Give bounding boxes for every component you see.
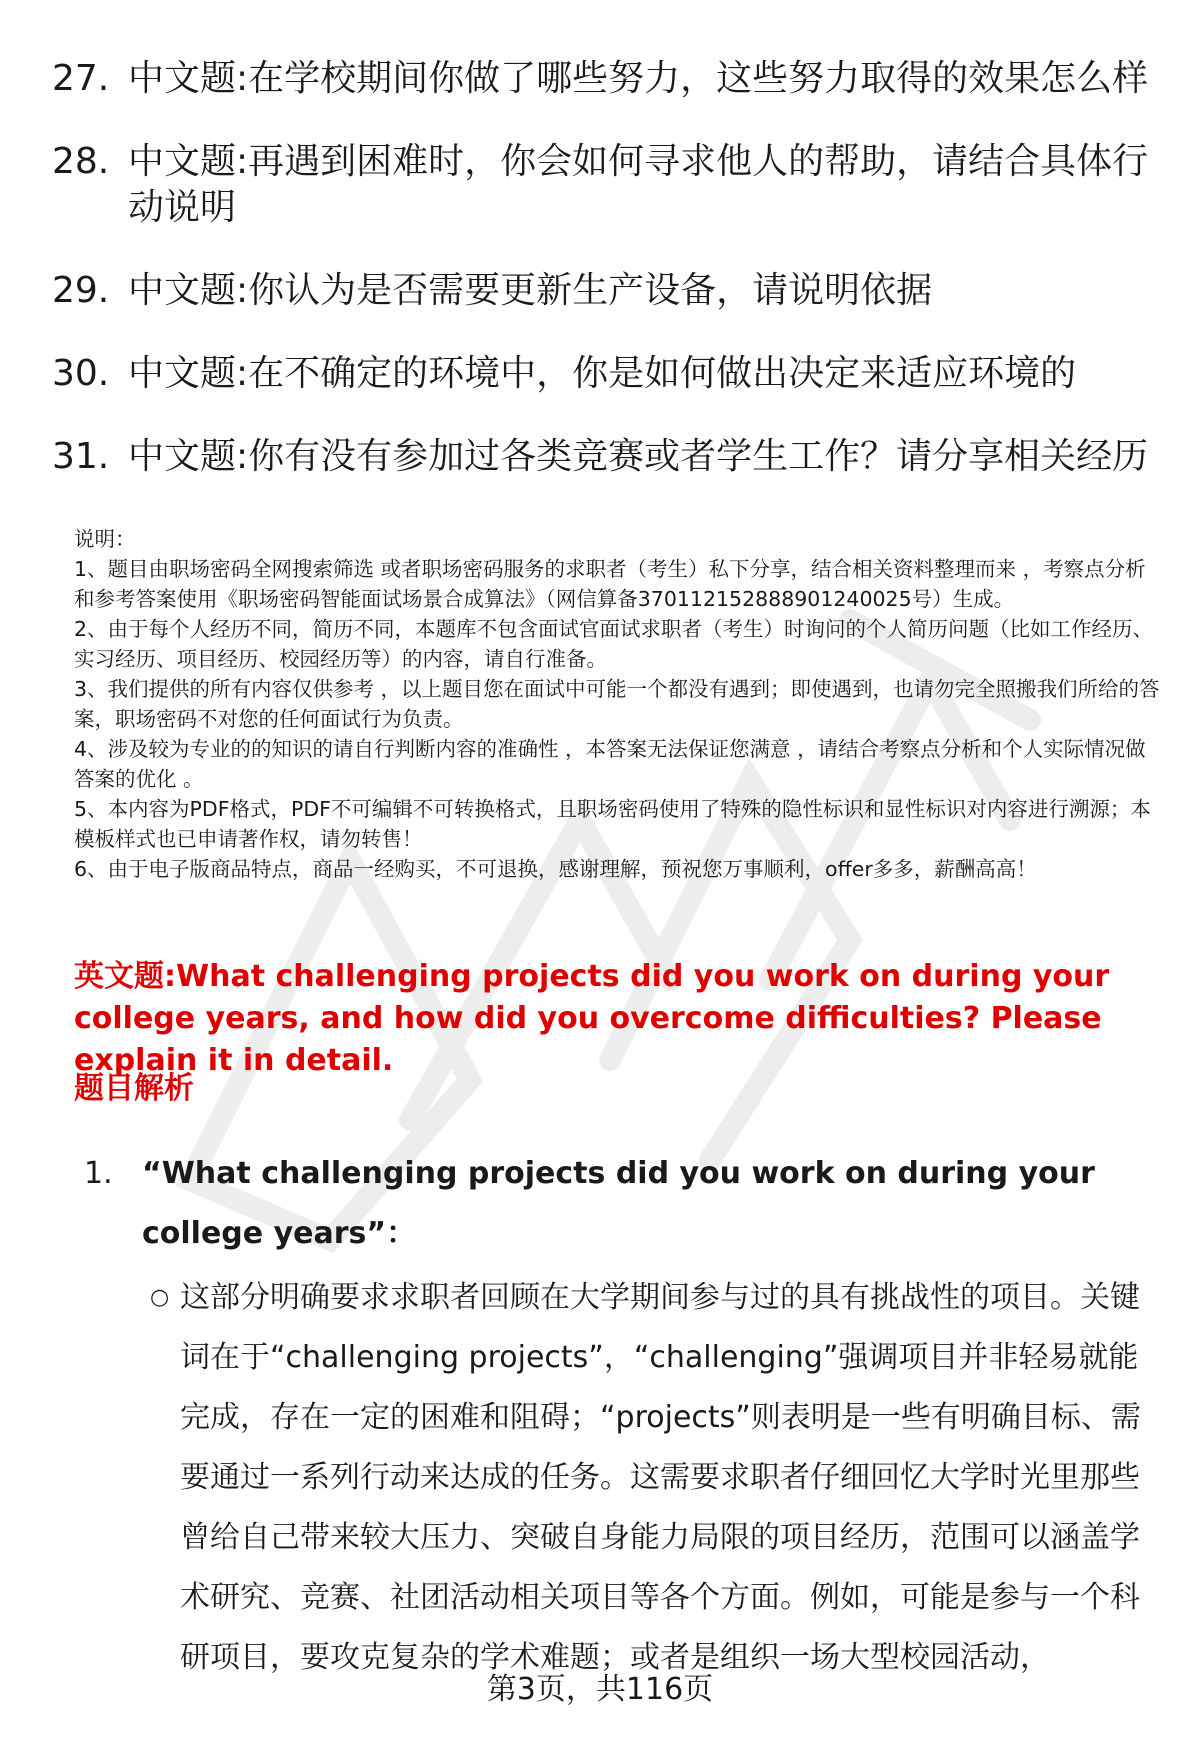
notes-section — [74, 524, 1160, 884]
note-item: 3、我们提供的所有内容仅供参考 ，以上题目您在面试中可能一个都没有遇到；即使遇到，也请勿完全照搬我们所给的答案，职场密码不对您的任何面试行为负责。 — [74, 677, 1160, 731]
note-item: 6、由于电子版商品特点，商品一经购买，不可退换，感谢理解，预祝您万事顺利，offer多多，薪酬高高！ — [74, 857, 1037, 881]
note-item: 1、题目由职场密码全网搜索筛选 或者职场密码服务的求职者（考生）私下分享，结合相关资料整理而来 ，考察点分析和参考答案使用《职场密码智能面试场景合成算法》（网信算备370112152888901240025号）生成。 — [74, 557, 1146, 611]
question-item — [52, 351, 1162, 397]
analysis-title: 题目解析 — [74, 1071, 194, 1106]
circle-bullet-icon: ○ — [150, 1285, 170, 1310]
note-item: 4、涉及较为专业的的知识的请自行判断内容的准确性 ，本答案无法保证您满意 ，请结合考察点分析和个人实际情况做答案的优化 。 — [74, 737, 1146, 791]
question-item — [52, 434, 1162, 480]
point-text: “What challenging projects did you work on during your college years”： — [142, 1156, 1095, 1251]
point-heading — [84, 1144, 1164, 1264]
note-item: 2、由于每个人经历不同，简历不同，本题库不包含面试官面试求职者（考生）时询问的个人简历问题（比如工作经历、实习经历、项目经历、校园经历等）的内容，请自行准备。 — [74, 617, 1154, 671]
question-number: 31. — [52, 436, 110, 477]
question-text: 中文题:你认为是否需要更新生产设备，请说明依据 — [128, 270, 933, 311]
analysis-point — [84, 1144, 1164, 1688]
question-item — [52, 268, 1162, 314]
page-footer: 第3页，共116页 — [486, 1672, 714, 1707]
question-list — [52, 56, 1162, 517]
note-item: 5、本内容为PDF格式，PDF不可编辑不可转换格式，且职场密码使用了特殊的隐性标识和显性标识对内容进行溯源；本模板样式也已申请著作权，请勿转售！ — [74, 797, 1151, 851]
point-number: 1. — [84, 1156, 113, 1191]
question-number: 27. — [52, 58, 110, 99]
question-text: 中文题:再遇到困难时，你会如何寻求他人的帮助，请结合具体行动说明 — [128, 141, 1149, 228]
question-item — [52, 56, 1162, 102]
notes-title: 说明： — [74, 527, 136, 551]
question-number: 29. — [52, 270, 110, 311]
question-text: 中文题:你有没有参加过各类竞赛或者学生工作？请分享相关经历 — [128, 436, 1149, 477]
question-number: 30. — [52, 353, 110, 394]
english-question: 英文题:What challenging projects did you work on during your college years, and how did you overcome difficulties? Please explain it in detail. — [74, 959, 1110, 1078]
point-detail — [84, 1268, 1164, 1688]
question-number: 28. — [52, 141, 110, 182]
question-text: 中文题:在不确定的环境中，你是如何做出决定来适应环境的 — [128, 353, 1077, 394]
question-text: 中文题:在学校期间你做了哪些努力，这些努力取得的效果怎么样 — [128, 58, 1149, 99]
question-item — [52, 139, 1162, 231]
point-detail-text: 这部分明确要求求职者回顾在大学期间参与过的具有挑战性的项目。关键词在于“challenging projects”，“challenging”强调项目并非轻易就能完成，存在一定的困难和阻碍；“projects”则表明是一些有明确目标、需要通过一系列行动来达成的任务。这需要求职者仔细回忆大学时光里那些曾给自己带来较大压力、突破自身能力局限的项目经历，范围可以涵盖学术研究、竞赛、社团活动相关项目等各个方面。例如，可能是参与一个科研项目，要攻克复杂的学术难题；或者是组织一场大型校园活动， — [180, 1280, 1141, 1675]
